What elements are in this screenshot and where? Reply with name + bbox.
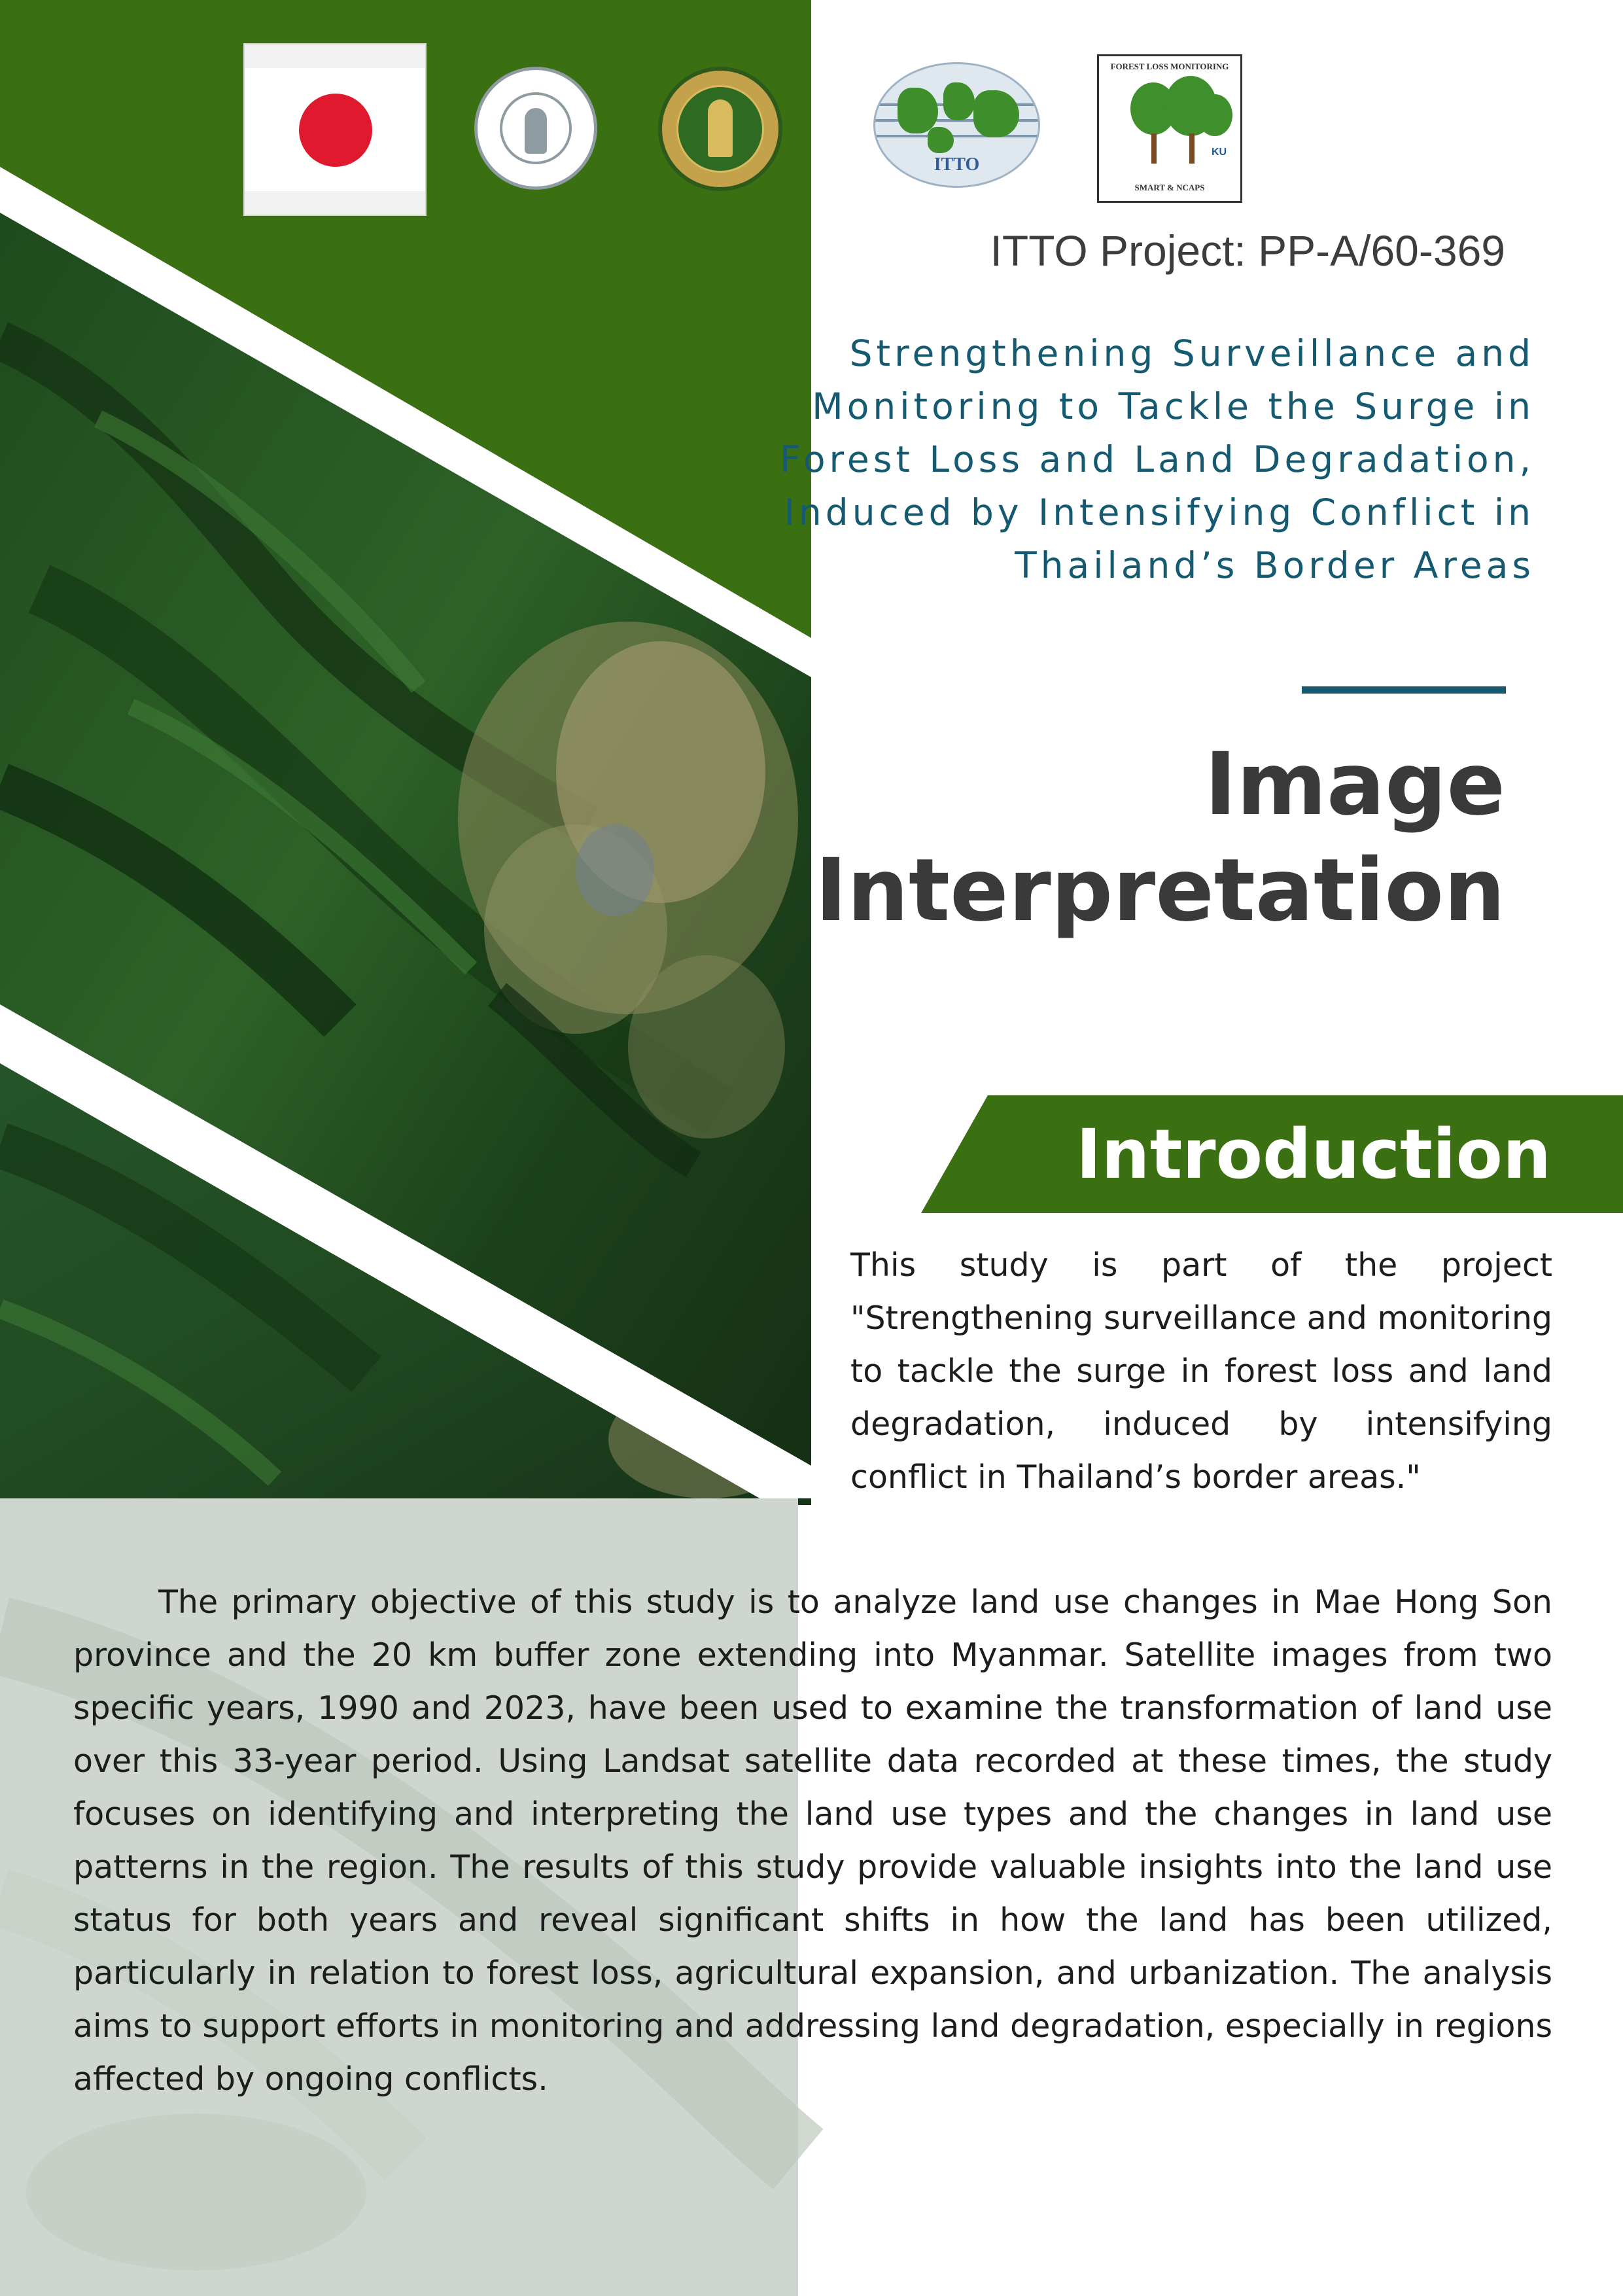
title-divider (1302, 686, 1506, 694)
project-subtitle: Strengthening Surveillance and Monitoring to Tackle the Surge in Forest Loss and Land Degradation, Induced by Intensifying Conflict in Thailand’s Border Areas (780, 332, 1535, 586)
flm-logo-ku-badge: KU (1212, 147, 1227, 158)
flm-logo-top-text: FOREST LOSS MONITORING (1110, 62, 1229, 71)
section-heading: Introduction (1075, 1114, 1551, 1194)
project-code: ITTO Project: PP-A/60-369 (990, 226, 1505, 275)
page-title: Image Interpretation (814, 734, 1505, 941)
kasetsart-university-seal-icon (474, 67, 597, 190)
royal-forest-department-seal-icon (658, 67, 782, 191)
intro-body-paragraph: The primary objective of this study is to analyze land use changes in Mae Hong Son province and the 20 km buffer zone extending into Myanmar. Satellite images from two specific years, 1990 and 2023, have been used to examine the transformation of land use over this 33-year period. Using Landsat satellite data recorded at these times, the study focuses on identifying and interpreting the land use types and the changes in land use patterns in the region. The results of this study provide valuable insights into the land use status for both years and reveal significant shifts in how the land has been utilized, particularly in relation to forest loss, agricultural expansion, and urbanization. The analysis aims to support efforts in monitoring and addressing land degradation, especially in regions affected by ongoing conflicts. (73, 1583, 1552, 2098)
intro-lead-paragraph: This study is part of the project "Strengthening surveillance and monitoring to tackle the surge in forest loss and land degradation, induced by intensifying conflict in Thailand’s border areas." (850, 1246, 1552, 1496)
flm-logo-bottom-text: SMART & NCAPS (1134, 183, 1205, 192)
itto-logo-label: ITTO (934, 154, 980, 175)
forest-loss-monitoring-logo-icon (1097, 54, 1242, 203)
itto-logo-icon (873, 62, 1040, 188)
japan-flag-icon (243, 43, 427, 216)
